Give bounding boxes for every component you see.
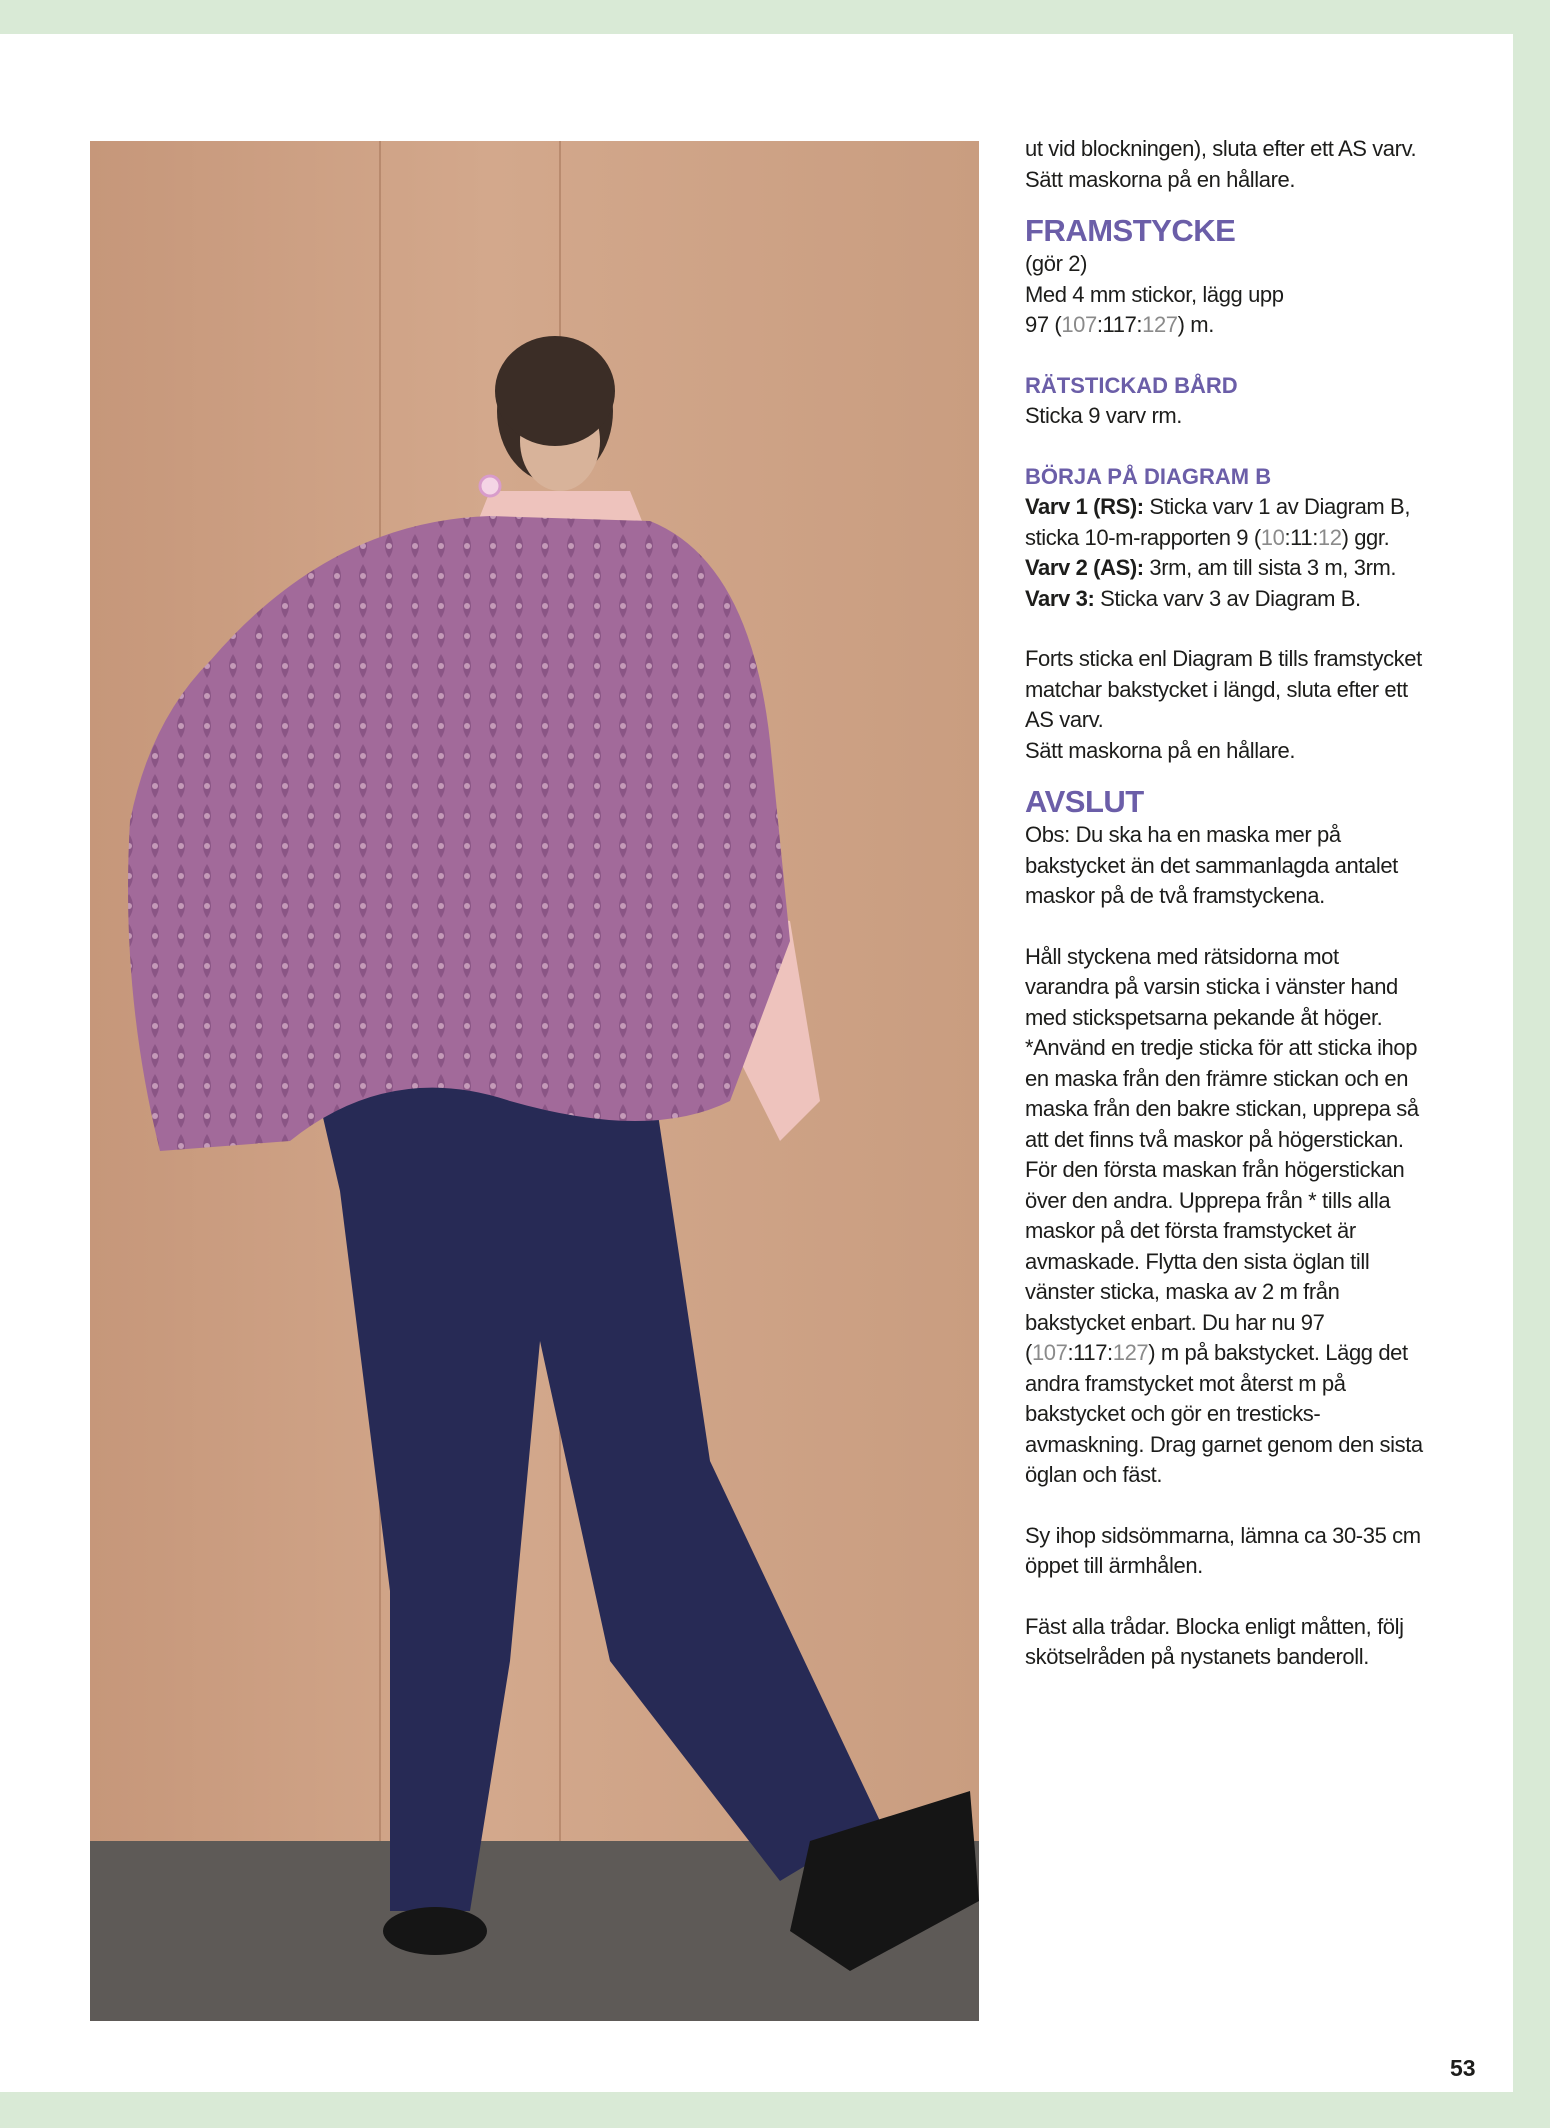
row-3: Varv 3: Sticka varv 3 av Diagram B. (1025, 585, 1361, 611)
obs-line-1: Obs: Du ska ha en maska mer på (1025, 822, 1341, 847)
fast-line-1: Fäst alla trådar. Blocka enligt måtten, följ (1025, 1613, 1404, 1639)
sticka-9-varv: Sticka 9 varv rm. (1025, 403, 1183, 428)
obs-line-2: bakstycket än det sammanlagda antalet (1025, 852, 1398, 878)
hall-line-17: avmaskning. Drag garnet genom den sista (1025, 1431, 1423, 1457)
hall-line-10: maskor på det första framstycket är (1025, 1218, 1356, 1243)
knitwear-illustration (90, 141, 979, 2021)
forts-line-4: Sätt maskorna på en hållare. (1025, 737, 1296, 763)
hall-line-6: maska från den bakre stickan, upprepa så (1025, 1096, 1419, 1121)
fast-line-2: skötselråden på nystanets banderoll. (1025, 1644, 1369, 1669)
hall-line-12: vänster sticka, maska av 2 m från (1025, 1279, 1340, 1304)
hall-line-16: bakstycket och gör en tresticks- (1025, 1401, 1321, 1426)
hall-line-13: bakstycket enbart. Du har nu 97 (1025, 1309, 1325, 1335)
forts-line-2: matchar bakstycket i längd, sluta efter ett (1025, 676, 1408, 702)
sy-line-2: öppet till ärmhålen. (1025, 1553, 1203, 1578)
cast-on-sizes: 97 (107:117:127) m. (1025, 312, 1214, 337)
page-number: 53 (1450, 2055, 1476, 2081)
hall-line-9: över den andra. Upprepa från * tills alla (1025, 1187, 1391, 1213)
heading-framstycke: FRAMSTYCKE (1025, 213, 1236, 248)
hall-line-8: För den första maskan från högerstickan (1025, 1157, 1405, 1182)
model-photo (90, 141, 979, 2021)
hall-line-7: att det finns två maskor på högerstickan. (1025, 1126, 1404, 1152)
heading-ratstickad-bard: RÄTSTICKAD BÅRD (1025, 372, 1238, 398)
repeat-line: sticka 10-m-rapporten 9 (10:11:12) ggr. (1025, 524, 1390, 550)
row-2: Varv 2 (AS): 3rm, am till sista 3 m, 3rm. (1025, 555, 1397, 580)
hall-line-2: varandra på varsin sticka i vänster hand (1025, 974, 1398, 999)
gor-2: (gör 2) (1025, 251, 1087, 276)
hall-line-14: (107:117:127) m på bakstycket. Lägg det (1025, 1340, 1408, 1365)
row-1: Varv 1 (RS): Sticka varv 1 av Diagram B, (1025, 494, 1411, 519)
hall-line-1: Håll styckena med rätsidorna mot (1025, 943, 1339, 969)
intro-line-2: Sätt maskorna på en hållare. (1025, 166, 1296, 192)
hall-line-15: andra framstycket mot återst m på (1025, 1370, 1346, 1396)
hall-line-3: med stickspetsarna pekande åt höger. (1025, 1004, 1383, 1030)
page (0, 34, 1513, 2092)
forts-line-3: AS varv. (1025, 707, 1104, 732)
hall-line-5: en maska från den främre stickan och en (1025, 1065, 1409, 1091)
intro-line-1: ut vid blockningen), sluta efter ett AS varv. (1025, 136, 1417, 161)
heading-borja-diagram-b: BÖRJA PÅ DIAGRAM B (1025, 463, 1272, 489)
sy-line-1: Sy ihop sidsömmarna, lämna ca 30-35 cm (1025, 1522, 1421, 1548)
pattern-text (1025, 134, 1485, 1673)
forts-line-1: Forts sticka enl Diagram B tills framstycket (1025, 646, 1422, 671)
hall-line-4: *Använd en tredje sticka för att sticka ihop (1025, 1035, 1418, 1060)
hall-line-18: öglan och fäst. (1025, 1462, 1163, 1487)
obs-line-3: maskor på de två framstyckena. (1025, 883, 1325, 908)
cast-on-line: Med 4 mm stickor, lägg upp (1025, 281, 1284, 307)
heading-avslut: AVSLUT (1025, 784, 1144, 819)
hall-line-11: avmaskade. Flytta den sista öglan till (1025, 1248, 1370, 1274)
